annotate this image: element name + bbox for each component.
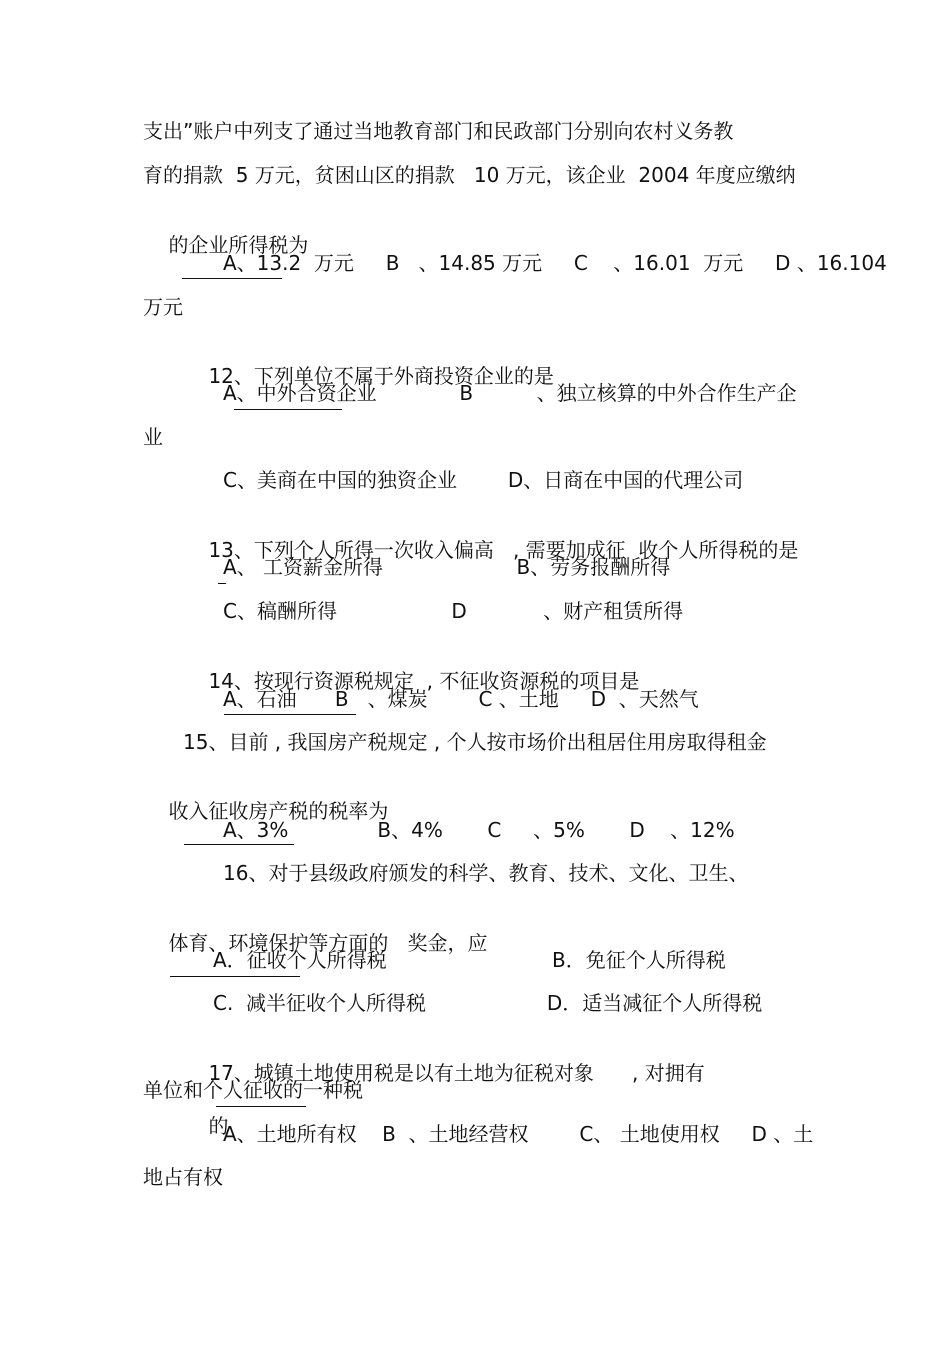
- text-fragment: 的: [208, 1114, 229, 1138]
- text-line: 业: [143, 425, 163, 449]
- option-line: C. 减半征收个人所得税 D．适当减征个人所得税: [213, 991, 763, 1015]
- option-line: C、稿酬所得 D 、财产租赁所得: [223, 599, 684, 623]
- text-line: 体育、环境保护等方面的 奖金，应: [168, 931, 488, 955]
- text-line: 收入征收房产税的税率为: [168, 799, 389, 823]
- option-line: A、中外合资企业 B 、独立核算的中外合作生产企: [223, 381, 797, 405]
- option-line: A、土地所有权 B 、土地经营权 C、 土地使用权 D 、土: [223, 1122, 814, 1146]
- option-line: A、石油 B 、煤炭 C 、土地 D 、天然气: [223, 687, 699, 711]
- question-14: 14、按现行资源税规定 , 不征收资源税的项目是: [208, 669, 640, 693]
- text-line: 的企业所得税为: [168, 233, 309, 257]
- question-12: 12、下列单位不属于外商投资企业的是: [208, 364, 554, 388]
- option-line: A．征收个人所得税 B．免征个人所得税: [213, 948, 726, 972]
- question-15: 15、目前 , 我国房产税规定 , 个人按市场价出租居住用房取得租金: [183, 730, 767, 754]
- text-line: 万元: [143, 295, 183, 319]
- text-line: 地占有权: [143, 1165, 223, 1189]
- option-line: A、13.2 万元 B 、14.85 万元 C 、16.01 万元 D 、16.104: [223, 251, 887, 275]
- text-line: 单位和个人征收的一种税: [143, 1078, 363, 1102]
- question-16: 16、对于县级政府颁发的科学、教育、技术、文化、卫生、: [223, 861, 749, 885]
- option-line: A、 工资薪金所得 B、劳务报酬所得: [223, 555, 671, 579]
- text-line: 育的捐款 5 万元，贫困山区的捐款 10 万元，该企业 2004 年度应缴纳: [143, 163, 796, 187]
- option-line: A、3% B、4% C 、5% D 、12%: [223, 818, 735, 842]
- option-line: C、美商在中国的独资企业 D、日商在中国的代理公司: [223, 468, 744, 492]
- text-line: 支出”账户中列支了通过当地教育部门和民政部门分别向农村义务教: [143, 119, 734, 143]
- question-13: 13、下列个人所得一次收入偏高 , 需要加成征 收个人所得税的是: [208, 538, 799, 562]
- question-17: 17、城镇土地使用税是以有土地为征税对象 , 对拥有: [208, 1061, 705, 1085]
